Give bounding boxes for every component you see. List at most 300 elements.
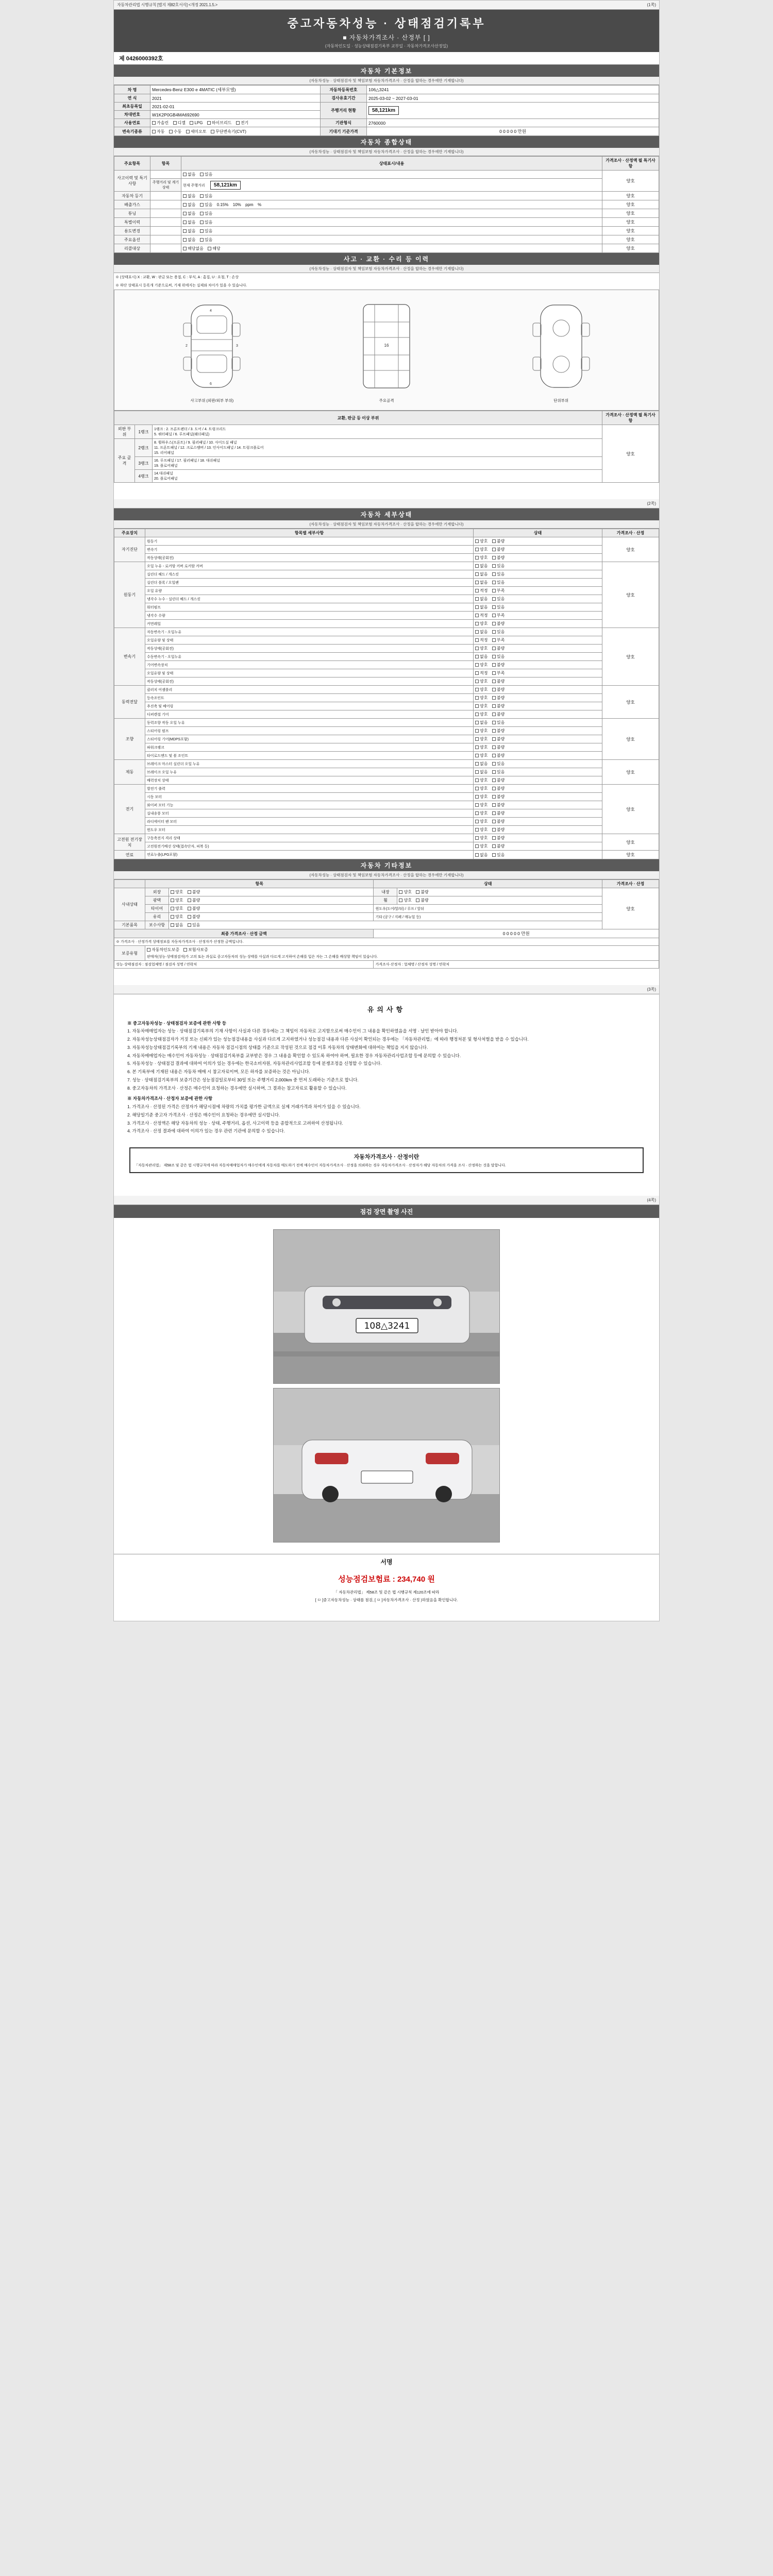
control-number: 0426000392호 [126,56,163,62]
trans-option-0[interactable]: 자동 [152,129,164,134]
accident-none[interactable]: 없음 [183,172,195,177]
opt-yes[interactable]: 있음 [492,596,505,602]
opt-good[interactable]: 양호 [475,687,488,692]
checkbox-icon[interactable] [492,844,496,848]
opt-bad[interactable]: 불량 [492,744,505,750]
opt-none[interactable]: 없음 [475,720,488,725]
checkbox-icon[interactable] [475,556,479,560]
checkbox-icon[interactable] [211,130,214,133]
checkbox-icon[interactable] [200,238,204,242]
opt-ok[interactable]: 적정 [475,613,488,618]
opt-good[interactable]: 양호 [475,538,488,544]
special-yes[interactable]: 있음 [200,219,212,225]
opt-good[interactable]: 양호 [475,679,488,684]
checkbox-icon[interactable] [190,121,193,125]
detail-item-1-6: 냉각수 수량 [145,612,474,620]
checkbox-icon[interactable] [183,212,187,215]
detail-item-6-0: 발전기 출력 [145,785,474,793]
fuel-option-4[interactable]: 전기 [236,120,248,126]
opt-bad[interactable]: 불량 [492,786,505,791]
etc-memo: 양호 [602,888,659,929]
tuning-none[interactable]: 없음 [183,211,195,216]
opt-none[interactable]: 없음 [475,852,488,858]
checkbox-icon[interactable] [475,828,479,832]
opt-yes[interactable]: 있음 [492,571,505,577]
opt-good[interactable]: 양호 [475,802,488,808]
checkbox-icon[interactable] [416,899,419,902]
checkbox-icon[interactable] [171,915,174,919]
opt-bad[interactable]: 불량 [492,711,505,717]
opt-low[interactable]: 부족 [492,613,505,618]
diagram-right-caption: 단위부위 [553,398,569,403]
opt-good[interactable]: 양호 [171,914,183,920]
opt-yes[interactable]: 있음 [492,852,505,858]
checkbox-icon[interactable] [475,622,479,625]
opt-ok[interactable]: 적정 [475,637,488,643]
opt-good[interactable]: 양호 [475,736,488,742]
opt-bad[interactable]: 불량 [416,897,428,903]
checkbox-icon[interactable] [475,548,479,551]
checkbox-icon[interactable] [475,803,479,807]
cell-tuning-opts [181,209,602,218]
checkbox-icon[interactable] [492,795,496,799]
accident-yes[interactable]: 있음 [200,172,212,177]
checkbox-icon[interactable] [475,853,479,857]
checkbox-icon[interactable] [188,923,191,927]
checkbox-icon[interactable] [475,713,479,716]
checkbox-icon[interactable] [492,778,496,782]
opt-good[interactable]: 양호 [475,744,488,750]
checkbox-icon[interactable] [416,890,419,894]
opt-bad[interactable]: 불량 [492,819,505,824]
opt-yes[interactable]: 있음 [492,604,505,610]
checkbox-icon[interactable] [475,770,479,774]
value-year: 2021 [150,94,321,103]
etc-item-1: 광택 [145,896,169,905]
checkbox-icon[interactable] [475,605,479,609]
checkbox-icon[interactable] [475,787,479,790]
memo-emission: 양호 [602,200,659,209]
checkbox-icon[interactable] [492,737,496,741]
opt-yes[interactable]: 있음 [492,769,505,775]
opt-good[interactable]: 양호 [171,906,183,911]
opt-ok[interactable]: 적정 [475,588,488,594]
checkbox-icon[interactable] [475,721,479,724]
checkbox-icon[interactable] [492,721,496,724]
checkbox-icon[interactable] [492,853,496,857]
checkbox-icon[interactable] [188,899,191,902]
checkbox-icon[interactable] [475,638,479,642]
section-basic-title: 자동차 기본정보 [114,65,659,77]
checkbox-icon[interactable] [475,688,479,691]
opt-bad[interactable]: 불량 [492,827,505,833]
opt-low[interactable]: 부족 [492,637,505,643]
checkbox-icon[interactable] [173,121,177,125]
checkbox-icon[interactable] [183,173,187,176]
opt-bad[interactable]: 불량 [492,538,505,544]
checkbox-icon[interactable] [399,899,402,902]
checkbox-icon[interactable] [492,762,496,766]
checkbox-icon[interactable] [200,221,204,224]
trans-option-1[interactable]: 수동 [169,129,181,134]
checkbox-icon[interactable] [475,820,479,823]
detail-item-2-5: 오일유량 및 상태 [145,669,474,677]
checkbox-icon[interactable] [399,890,402,894]
checkbox-icon[interactable] [492,688,496,691]
opt-bad[interactable]: 불량 [188,914,200,920]
checkbox-icon[interactable] [492,663,496,667]
checkbox-icon[interactable] [492,630,496,634]
checkbox-icon[interactable] [492,638,496,642]
svg-text:16: 16 [384,343,389,348]
label-mileage-status: 주행거리 현황 [321,103,367,119]
opt-good[interactable]: 양호 [475,753,488,758]
opt-good[interactable]: 양호 [475,777,488,783]
checkbox-icon[interactable] [208,247,211,250]
opt-none[interactable]: 없음 [171,922,183,928]
checkbox-icon[interactable] [188,915,191,919]
checkbox-icon[interactable] [188,907,191,910]
checkbox-icon[interactable] [188,890,191,894]
fuel-option-3[interactable]: 하이브리드 [207,120,232,126]
opt-good[interactable]: 양호 [475,827,488,833]
checkbox-icon[interactable] [492,622,496,625]
checkbox-icon[interactable] [492,828,496,832]
fuel-option-1[interactable]: 디젤 [173,120,186,126]
recall-yes[interactable]: 해당 [208,246,220,251]
checkbox-icon[interactable] [152,121,156,125]
checkbox-icon[interactable] [236,121,240,125]
opt-bad[interactable]: 불량 [492,555,505,561]
opt-yes[interactable]: 있음 [492,761,505,767]
opt-good[interactable]: 양호 [475,646,488,651]
opt-none[interactable]: 없음 [475,571,488,577]
checkbox-icon[interactable] [475,680,479,683]
opt-bad[interactable]: 불량 [492,695,505,701]
detail-item-4-2: 스티어링 기어(MDPS포함) [145,735,474,743]
opt-bad[interactable]: 불량 [492,687,505,692]
checkbox-icon[interactable] [492,803,496,807]
checkbox-icon[interactable] [492,581,496,584]
checkbox-icon[interactable] [475,745,479,749]
emission-yes[interactable]: 있음 [200,202,212,208]
checkbox-icon[interactable] [183,948,187,952]
checkbox-icon[interactable] [171,907,174,910]
opt-bad[interactable]: 불량 [492,802,505,808]
diagram-left [163,297,261,403]
detail-opts-1-7 [474,620,602,628]
opt-bad[interactable]: 불량 [492,679,505,684]
checkbox-icon[interactable] [183,238,187,242]
opt-good[interactable]: 양호 [475,819,488,824]
detail-item-2-1: 오일유량 및 상태 [145,636,474,645]
opt-ok[interactable]: 적정 [475,670,488,676]
checkbox-icon[interactable] [147,948,150,952]
opt-bad[interactable]: 불량 [416,889,428,895]
checkbox-icon[interactable] [492,564,496,568]
opt-low[interactable]: 부족 [492,588,505,594]
opt-bad[interactable]: 불량 [492,843,505,849]
reg-none[interactable]: 없음 [183,193,195,199]
checkbox-icon[interactable] [492,556,496,560]
checkbox-icon[interactable] [475,754,479,757]
reg-yes[interactable]: 있음 [200,193,212,199]
checkbox-icon[interactable] [475,811,479,815]
checkbox-icon[interactable] [475,630,479,634]
checkbox-icon[interactable] [475,704,479,708]
warranty-opt-0[interactable]: 자동차인도보증 [147,947,179,953]
opt-bad[interactable]: 불량 [492,753,505,758]
opt-bad[interactable]: 불량 [492,736,505,742]
checkbox-icon[interactable] [492,597,496,601]
opt-none[interactable]: 없음 [475,654,488,659]
trans-option-2[interactable]: 세미오토 [186,129,207,134]
opt-yes[interactable]: 있음 [492,654,505,659]
detail-opts-6-0 [474,785,602,793]
row-vehicle-reg: 자동차 등기 [114,192,150,200]
form-header [114,1,659,10]
checkbox-icon[interactable] [475,844,479,848]
detail-item-3-3: 디퍼렌셜 기어 [145,710,474,719]
checkbox-icon[interactable] [183,221,187,224]
notice-section [114,994,659,1141]
opt-bad[interactable]: 불량 [492,621,505,626]
checkbox-icon[interactable] [475,564,479,568]
opt-bad[interactable]: 불량 [492,703,505,709]
warranty-opt-1[interactable]: 보험사보증 [183,947,208,953]
opt-yes[interactable]: 있음 [492,720,505,725]
detail-opts-0-0 [474,537,602,546]
opt-good[interactable]: 양호 [475,835,488,841]
opt-good[interactable]: 양호 [475,703,488,709]
checkbox-icon[interactable] [492,811,496,815]
detail-item-2-3: 수동변속기 - 오일누유 [145,653,474,661]
checkbox-icon[interactable] [492,605,496,609]
recall-none[interactable]: 해당없음 [183,246,204,251]
opt-good[interactable]: 양호 [171,897,183,903]
checkbox-icon[interactable] [475,663,479,667]
tuning-yes[interactable]: 있음 [200,211,212,216]
notice-item-2: 3. 자동차성능상태점검기록부의 기재 내용은 자동차 점검시점의 상태를 기준으로 작성된 것으로 점검 이후 자동차의 상태변화에 대하여는 책임을 지지 않습니다. [127,1044,428,1050]
detail-item-0-2: 작동상태(공회전) [145,554,474,562]
checkbox-icon[interactable] [475,778,479,782]
opt-good[interactable]: 양호 [171,889,183,895]
accident-legend-2: ※ 하단 상태표시 등록개 기준으로써, 기재 위에지는 실제와 차이가 있을 수 있습니다. [115,284,247,287]
checkbox-icon[interactable] [475,589,479,592]
usechange-yes[interactable]: 있음 [200,228,212,234]
emission-none[interactable]: 없음 [183,202,195,208]
etc-item-4: 보수사항 [145,921,169,929]
fuel-option-0[interactable]: 가솔린 [152,120,169,126]
trans-option-3[interactable]: 무단변속기(CVT) [211,129,246,134]
checkbox-icon[interactable] [200,203,204,207]
opt-good[interactable]: 양호 [475,555,488,561]
checkbox-icon[interactable] [492,713,496,716]
opt-bad[interactable]: 불량 [492,728,505,734]
checkbox-icon[interactable] [492,729,496,733]
checkbox-icon[interactable] [475,696,479,700]
label-inspection-period: 검사유효기간 [321,94,367,103]
fuel-option-2[interactable]: LPG [190,121,203,125]
opt-bad[interactable]: 불량 [492,777,505,783]
memo-special: 양호 [602,218,659,227]
opt-none[interactable]: 없음 [475,563,488,569]
mileage-readout: 58,121km [210,181,241,190]
detail-opts-1-5 [474,603,602,612]
header-main-item: 주요항목 [114,157,150,171]
opt-yes[interactable]: 있음 [492,580,505,585]
sheet2-header [114,499,659,509]
checkbox-icon[interactable] [492,614,496,617]
checkbox-icon[interactable] [475,795,479,799]
checkbox-icon[interactable] [475,597,479,601]
price-note: ※ 가격조사 · 산정가격 상태정보를 자동차가격조사 · 산정자가 산정한 금액입니다. [114,938,659,946]
checkbox-icon[interactable] [186,130,190,133]
checkbox-icon[interactable] [152,130,156,133]
checkbox-icon[interactable] [475,647,479,650]
opt-good[interactable]: 양호 [399,897,411,903]
checkbox-icon[interactable] [492,539,496,543]
checkbox-icon[interactable] [492,745,496,749]
detail-opts-6-5 [474,826,602,834]
opt-none[interactable]: 없음 [475,769,488,775]
checkbox-icon[interactable] [475,655,479,658]
options-none[interactable]: 없음 [183,237,195,243]
checkbox-icon[interactable] [183,229,187,233]
checkbox-icon[interactable] [475,614,479,617]
usechange-none[interactable]: 없음 [183,228,195,234]
special-none[interactable]: 없음 [183,219,195,225]
opt-good[interactable]: 양호 [475,810,488,816]
opt-none[interactable]: 없음 [475,761,488,767]
checkbox-icon[interactable] [492,572,496,576]
page-number-2: (2쪽) [647,501,656,506]
detail-h2: 상태 [474,529,602,537]
checkbox-icon[interactable] [200,229,204,233]
opt-good[interactable]: 양호 [475,695,488,701]
checkbox-icon[interactable] [492,770,496,774]
opt-bad[interactable]: 불량 [492,646,505,651]
checkbox-icon[interactable] [475,737,479,741]
options-yes[interactable]: 있음 [200,237,212,243]
checkbox-icon[interactable] [475,729,479,733]
checkbox-icon[interactable] [183,247,187,250]
checkbox-icon[interactable] [492,836,496,840]
checkbox-icon[interactable] [475,539,479,543]
opt-none[interactable]: 없음 [475,604,488,610]
checkbox-icon[interactable] [171,890,174,894]
detail-group-2: 변속기 [114,628,145,686]
detail-item-1-3: 오일 유량 [145,587,474,595]
opt-good[interactable]: 양호 [399,889,411,895]
opt-good[interactable]: 양호 [475,786,488,791]
opt-low[interactable]: 부족 [492,670,505,676]
detail-item-7-1: 고전원전기배선 상태(접속단자, 피복 등) [145,842,474,851]
checkbox-icon[interactable] [200,212,204,215]
opt-bad[interactable]: 불량 [492,662,505,668]
opt-bad[interactable]: 불량 [492,810,505,816]
opt-none[interactable]: 없음 [475,629,488,635]
opt-none[interactable]: 없음 [475,580,488,585]
detail-item-4-1: 스티어링 펌프 [145,727,474,735]
cell-reg-opts [181,192,602,200]
opt-bad[interactable]: 불량 [188,889,200,895]
detail-group-5: 제동 [114,760,145,785]
detail-opts-2-2 [474,645,602,653]
checkbox-icon[interactable] [492,647,496,650]
opt-good[interactable]: 양호 [475,662,488,668]
opt-good[interactable]: 양호 [475,843,488,849]
checkbox-icon[interactable] [200,173,204,176]
price-value: 0 0 0 0 0 만원 [374,929,659,938]
opt-good[interactable]: 양호 [475,711,488,717]
opt-good[interactable]: 양호 [475,728,488,734]
notice-item-7: 8. 중고자동차의 가격조사 · 산정은 매수인이 요청하는 경우에만 실시하며, 그 결과는 참고자료로 활용할 수 있습니다. [127,1085,347,1091]
opt-none[interactable]: 없음 [475,596,488,602]
checkbox-icon[interactable] [207,121,211,125]
checkbox-icon[interactable] [475,671,479,675]
opt-bad[interactable]: 불량 [188,906,200,911]
checkbox-icon[interactable] [492,548,496,551]
checkbox-icon[interactable] [492,589,496,592]
checkbox-icon[interactable] [492,680,496,683]
opt-yes[interactable]: 있음 [188,922,200,928]
checkbox-icon[interactable] [169,130,173,133]
opt-yes[interactable]: 있음 [492,563,505,569]
checkbox-icon[interactable] [492,696,496,700]
checkbox-icon[interactable] [183,194,187,198]
opt-bad[interactable]: 불량 [492,794,505,800]
etc-item2-3: 기타 (공구 / 지폐 / 매뉴얼 등) [374,913,602,921]
opt-bad[interactable]: 불량 [492,835,505,841]
checkbox-icon[interactable] [475,581,479,584]
checkbox-icon[interactable] [492,754,496,757]
section-detail-subtitle: (자동차성능 · 상태점검자 및 책임보험 자동차가격조사 · 산정을 합하는 경우에만 기재합니다) [114,520,659,529]
detail-opts-1-0 [474,562,602,570]
opt-bad[interactable]: 불량 [492,547,505,552]
checkbox-icon[interactable] [475,762,479,766]
detail-opts-6-1 [474,793,602,801]
checkbox-icon[interactable] [492,820,496,823]
checkbox-icon[interactable] [492,704,496,708]
section-basic-subtitle: (자동차성능 · 상태점검자 및 책임보험 자동차가격조사 · 산정을 합하는 경우에만 기재합니다) [114,77,659,85]
checkbox-icon[interactable] [475,572,479,576]
detail-memo-0: 양호 [602,537,659,562]
checkbox-icon[interactable] [183,203,187,207]
checkbox-icon[interactable] [171,899,174,902]
checkbox-icon[interactable] [492,655,496,658]
detail-memo-8: 양호 [602,851,659,859]
opt-good[interactable]: 양호 [475,621,488,626]
detail-opts-1-2 [474,579,602,587]
cell-emission-opts [181,200,602,209]
opt-bad[interactable]: 불량 [188,897,200,903]
opt-good[interactable]: 양호 [475,547,488,552]
opt-good[interactable]: 양호 [475,794,488,800]
opt-yes[interactable]: 있음 [492,629,505,635]
checkbox-icon[interactable] [171,923,174,927]
checkbox-icon[interactable] [492,787,496,790]
etc-item2-0: 내장 [374,888,397,896]
detail-item-1-2: 실린더 블록 / 오일팬 [145,579,474,587]
detail-opts-3-2 [474,702,602,710]
checkbox-icon[interactable] [492,671,496,675]
checkbox-icon[interactable] [200,194,204,198]
detail-opts-7-1 [474,842,602,851]
detail-item-8-0: 연료누출(LPG포함) [145,851,474,859]
notice-item-1: 2. 자동차성능상태점검자가 거짓 또는 신뢰가 있는 성능점검내용을 사실과 다르게 고지하였거나 성능점검 내용과 다른 사실이 확인되는 경우에는 「자동차관리법」에 따라 행정처분 및 형사처벌을 받을 수 있습니다. [127,1037,529,1042]
checkbox-icon[interactable] [475,836,479,840]
